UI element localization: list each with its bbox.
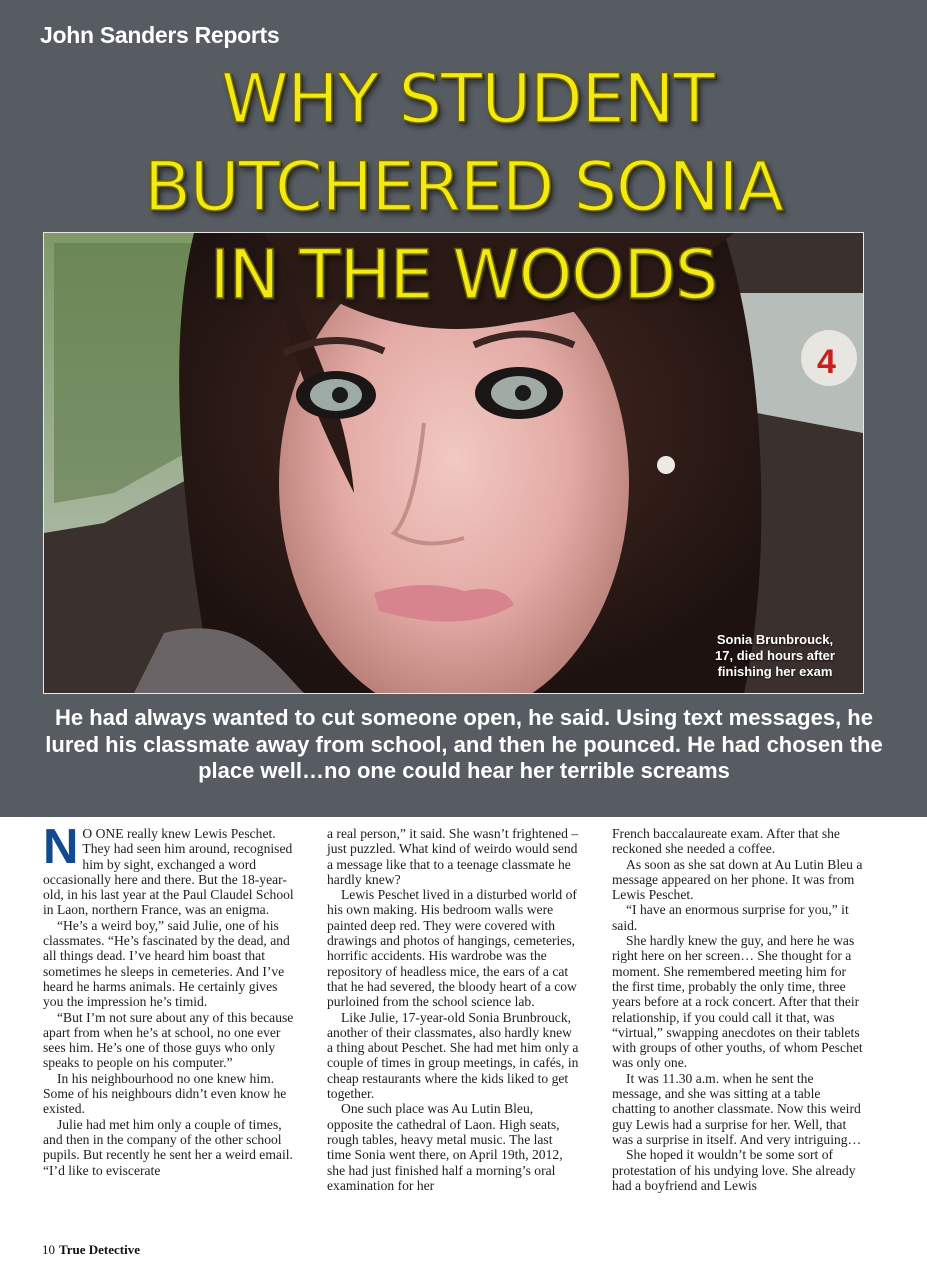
headline-line-1: WHY STUDENT — [221, 60, 714, 139]
article-column-1 — [43, 820, 295, 1178]
byline: John Sanders Reports — [40, 22, 280, 48]
page-number: 10 — [42, 1242, 55, 1257]
article-column-3 — [612, 826, 864, 1193]
paragraph: Lewis Peschet lived in a disturbed world of his own making. His bedroom walls were painted deep red. They were covered with drawings and photos of hangings, cemeteries, horrific accidents. His wardrobe was the repository of headless mice, the ears of a cat that he had severed, the bloody heart of a cow purloined from the school science lab. — [327, 887, 577, 1010]
paragraph: She hardly knew the guy, and here he was right here on her screen… She thought for a moment. She remembered meeting him for the first time, probably the only time, three years before at a rock concert. After that their relationship, if you could call it that, was “virtual,” swapping anecdotes on their tablets with groups of other youths, of whom Peschet was only one. — [612, 933, 863, 1071]
headline-line-3: IN THE WOODS — [209, 236, 718, 315]
paragraph: a real person,” it said. She wasn’t frightened – just puzzled. What kind of weirdo would send a message like that to a teenage classmate he hardly knew? — [327, 826, 579, 887]
paragraph: One such place was Au Lutin Bleu, opposite the cathedral of Laon. High seats, rough tables, heavy metal music. The last time Sonia went there, on April 19th, 2012, she had just finished half a morning’s oral examination for her — [327, 1101, 563, 1193]
article-column-2 — [327, 826, 579, 1193]
paragraph: In his neighbourhood no one knew him. Some of his neighbours didn’t even know he existed. — [43, 1070, 287, 1117]
page-footer — [42, 1242, 140, 1258]
paragraph: “I have an enormous surprise for you,” it said. — [612, 902, 849, 933]
paragraph: Julie had met him only a couple of times, and then in the company of the other school pupils. But recently he sent her a weird email. “I’d like to eviscerate — [43, 1116, 293, 1178]
paragraph: O ONE really knew Lewis Peschet. They had seen him around, recognised him by sight, exchanged a word occasionally here and there. But the 18-year-old, in his last year at the Paul Claudel School in Laon, northern France, was an enigma. — [43, 826, 294, 918]
caption-line: 17, died hours after — [715, 648, 835, 663]
headline — [0, 56, 927, 320]
paragraph: It was 11.30 a.m. when he sent the message, and she was sitting at a table chatting to another classmate. Now this weird guy Lewis had a surprise for her. Well, that was a surprise in itself. And very intriguing… — [612, 1070, 862, 1147]
window-sign-text: 4 — [817, 343, 836, 381]
paragraph: She hoped it wouldn’t be some sort of protestation of his undying love. She already had a boyfriend and Lewis — [612, 1147, 856, 1193]
paragraph: French baccalaureate exam. After that she reckoned she needed a coffee. — [612, 826, 840, 857]
drop-cap: N — [43, 820, 79, 874]
headline-line-2: BUTCHERED SONIA — [144, 148, 783, 227]
paragraph: Like Julie, 17-year-old Sonia Brunbrouck, another of their classmates, also hardly knew a thing about Peschet. She had met him only a couple of times in group meetings, in cafés, in cheap restaurants where the kids liked to get together. — [327, 1009, 579, 1102]
paragraph: As soon as she sat down at Au Lutin Bleu a message appeared on her phone. It was from Lewis Peschet. — [612, 856, 863, 903]
paragraph: “He’s a weird boy,” said Julie, one of his classmates. “He’s fascinated by the dead, and all things dead. I’ve heard him boast that sometimes he sleeps in cemeteries. And I’ve heard he harms animals. He certainly gives you the impression he’s timid. — [43, 917, 290, 1010]
article-body — [43, 820, 873, 1226]
caption-line: Sonia Brunbrouck, — [716, 632, 834, 647]
caption-line: finishing her exam — [717, 664, 833, 679]
earring — [657, 456, 675, 474]
photo-caption — [690, 632, 860, 680]
standfirst: He had always wanted to cut someone open, he said. Using text messages, he lured his classmate away from school, and then he pounced. He had chosen the place well…no one could hear her terrible screams — [45, 705, 883, 783]
publication-name: True Detective — [59, 1242, 140, 1257]
paragraph: “But I’m not sure about any of this because apart from when he’s at school, no one ever sees him. He’s one of those guys who only speaks to people on his computer.” — [43, 1009, 294, 1071]
